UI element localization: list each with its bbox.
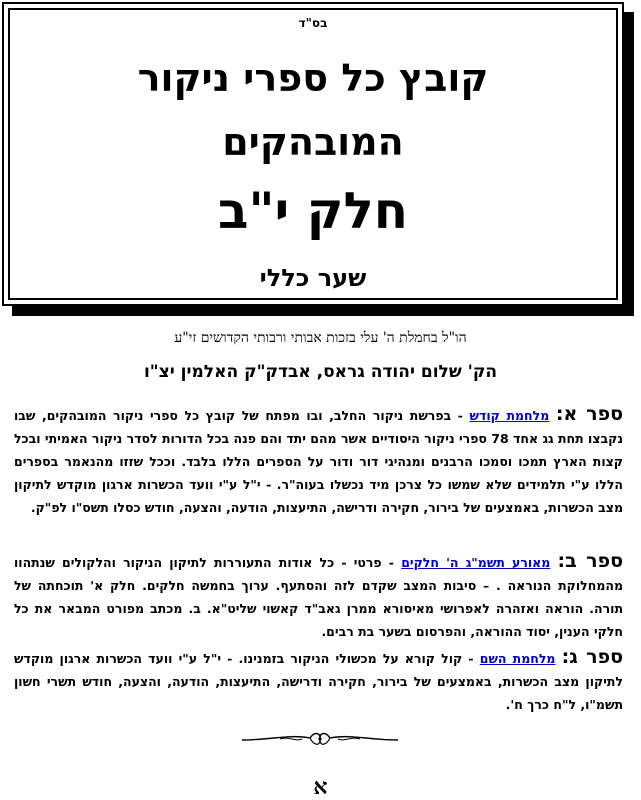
title-subtitle: שער כללי <box>259 264 367 292</box>
book-link[interactable]: מלחמת קודש <box>469 408 550 423</box>
author-line: הק' שלום יהודה גראס, אבדק"ק האלמין יצ"ו <box>143 362 498 382</box>
book-label: ספר ג: <box>561 646 623 668</box>
book-link[interactable]: מלחמת השם <box>479 651 556 666</box>
book-description: - בפרשת ניקור החלב, ובו מפתח של קובץ כל ספרי ניקור המובהקים, שבו נקבצו תחת גג אחד 78 ספרי ניקור היסודיים אשר מהם יתד והם פנה בכל הדורות לסדר ניקור האמיתי ובכל קצות הארץ תמכו וסמכו הרבנים ומנהיגי דור ודור על הספרים הללו בלבד. וככל שזזו מהנאמר בספרים הללו ע"י תלמידים שלא שמשו כל צרכן מיד נכשלו בעוה"ר. - י"ל ע"י וועד הכשרות ארגון מוקדש לתיקון מצב הכשרות, באמצעים של בירור, חקירה ודרישה, התיעצות, הודעה, והצעה, חודש כסלו תשס"ו לפ"ק. <box>14 408 623 515</box>
title-line-1: קובץ כל ספרי ניקור <box>137 56 489 100</box>
title-line-2: המובהקים <box>222 120 404 164</box>
title-volume: חלק י"ב <box>217 182 409 240</box>
book-description: - קול קורא על מכשולי הניקור בזמנינו. - י"ל ע"י וועד הכשרות ארגון מוקדש לתיקון מצב הכשרות, באמצעים של בירור, חקירה ודרישה, התיעצות, הודעה, והצעה, חודש תשרי חשון תשמ"ו, ל"ח כרך ח'. <box>14 651 623 712</box>
book-entry-3 <box>14 646 623 716</box>
book-label: ספר ב: <box>557 550 623 572</box>
bsd-header: בס"ד <box>298 16 328 30</box>
book-description: - פרטי - כל אודות התעוררות לתיקון הניקור והלקולים שנתהוו מהמחלוקת הנוראה . – סיבות המצב שקדם לזה והסתעף. ערוך בחמשה חלקים. חלק א' תוכחתה של תורה. הוראה ואזהרה לאפרושי מאיסורא ממרן גאב"ד קאשוי שליט"א. ב. מכתב מפורט המבאר את כל חלקי הענין, יסוד ההוראה, והפרסום בשער בת רבים. <box>14 555 623 639</box>
book-link[interactable]: מאורע תשמ"ג ה' חלקים <box>401 555 551 570</box>
page-number: א <box>313 774 328 800</box>
title-frame <box>2 2 624 306</box>
book-entry-2 <box>14 550 623 643</box>
book-entry-1 <box>14 403 623 519</box>
book-label: ספר א: <box>555 403 623 425</box>
title-inner-border <box>8 8 618 300</box>
ornament-divider <box>240 728 400 752</box>
dedication-line: הו"ל בחמלת ה' עלי בזכות אבותי ורבותי הקדושים זי"ע <box>174 330 467 346</box>
